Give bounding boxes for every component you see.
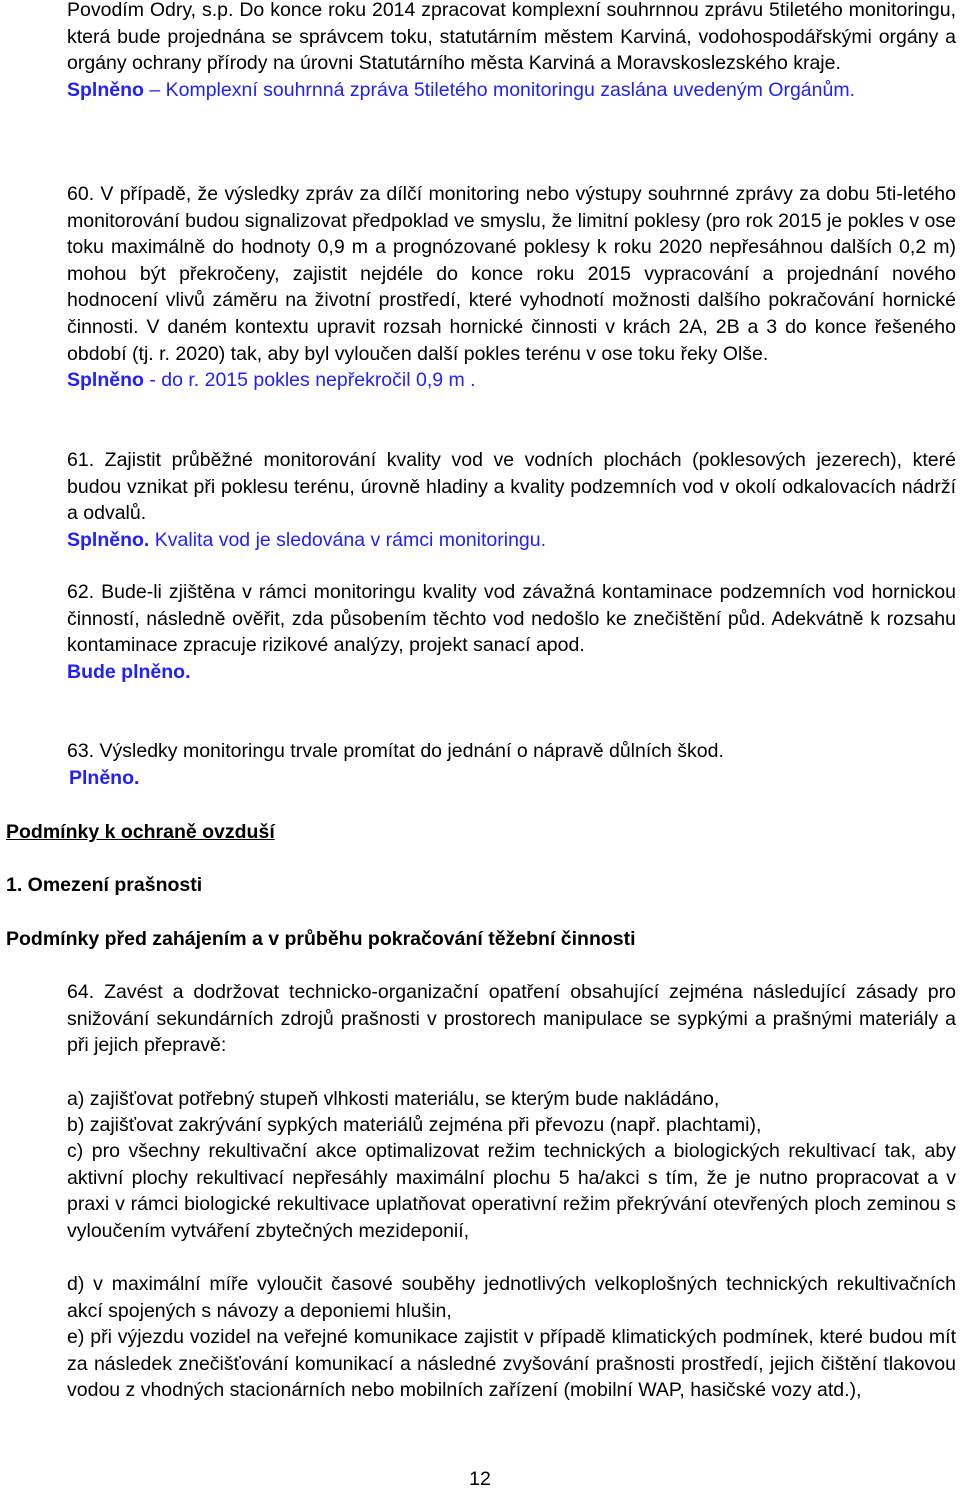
paragraph-text: 62. Bude-li zjištěna v rámci monitoringu kvality vod závažná kontaminace podzemních vod hornickou činností, následně ověřit, zda působením těchto vod nedošlo ke znečištění půd. Adekvátně k rozsahu kontaminace zpracuje rizikové analýzy, projekt sanací apod.: [67, 581, 956, 657]
list-item: b) zajišťovat zakrývání sypkých materiálů zejména při převozu (např. plachtami),: [67, 1114, 762, 1136]
status-label: Plněno.: [69, 766, 140, 789]
paragraph-continuation: [67, 0, 956, 103]
paragraph-text: Povodím Odry, s.p. Do konce roku 2014 zpracovat komplexní souhrnnou zprávu 5tiletého monitoringu, která bude projednána se správcem toku, statutárním městem Karviná, vodohospodářskými orgány a orgány ochrany přírody na úrovni Statutárního města Karviná a Moravskoslezského kraje.: [67, 0, 956, 75]
status-label: Splněno: [67, 369, 144, 392]
conditions-heading: Podmínky před zahájením a v průběhu pokračování těžební činnosti: [6, 928, 636, 950]
status-label: Splněno.: [67, 528, 150, 551]
paragraph-60: [67, 181, 956, 394]
list-item: a) zajišťovat potřebný stupeň vlhkosti materiálu, se kterým bude nakládáno,: [67, 1088, 720, 1110]
paragraph-64: [67, 979, 956, 1059]
list-item: e) při výjezdu vozidel na veřejné komunikace zajistit v případě klimatických podmínek, které budou mít za následek znečišťování komunikací a následné zvyšování prašnosti prostředí, jejich čištění tlakovou vodou z vhodných stacionárních nebo mobilních zařízení (mobilní WAP, hasičské vozy atd.),: [67, 1326, 956, 1402]
paragraph-text: 61. Zajistit průběžné monitorování kvality vod ve vodních plochách (poklesových jezerech), které budou vznikat při poklesu terénu, úrovně hladiny a kvality podzemních vod v okolí odkalovacích nádrží a odvalů.: [67, 449, 956, 525]
list-item: d) v maximální míře vyloučit časové souběhy jednotlivých velkoplošných technických rekultivačních akcí spojených s návozy a deponiemi hlušin,: [67, 1273, 956, 1322]
status-text: Kvalita vod je sledována v rámci monitoringu.: [149, 528, 547, 551]
section-heading: Podmínky k ochraně ovzduší: [6, 821, 275, 843]
paragraph-62: [67, 579, 956, 685]
status-text: - do r. 2015 pokles nepřekročil 0,9 m .: [143, 369, 476, 392]
page-number: 12: [469, 1468, 491, 1490]
status-label: Splněno: [67, 78, 144, 101]
status-label: Bude plněno.: [67, 660, 191, 683]
paragraph-61: [67, 447, 956, 553]
paragraph-text: 60. V případě, že výsledky zpráv za dílčí monitoring nebo výstupy souhrnné zprávy za dobu 5ti-letého monitorování budou signalizovat předpoklad ve smyslu, že limitní poklesy (pro rok 2015 je pokles v ose toku maximálně do hodnoty 0,9 m a prognózované poklesy k roku 2020 nepřesáhnou dalších 0,2 m) mohou být překročeny, zajistit nejdéle do konce roku 2015 vypracování a projednání nového hodnocení vlivů záměru na životní prostředí, které vyhodnotí možnosti dalšího pokračování hornické činnosti. V daném kontextu upravit rozsah hornické činnosti v krách 2A, 2B a 3 do konce řešeného období (tj. r. 2020) tak, aby byl vyloučen další pokles terénu v ose toku řeky Olše.: [67, 183, 956, 365]
subsection-heading: 1. Omezení prašnosti: [6, 874, 203, 896]
paragraph-text: 64. Zavést a dodržovat technicko-organizační opatření obsahující zejména následující zásady pro snižování sekundárních zdrojů prašnosti v prostorech manipulace se sypkými a prašnými materiály a při jejich přepravě:: [67, 981, 956, 1057]
paragraph-63: [67, 738, 956, 791]
list-item: c) pro všechny rekultivační akce optimalizovat režim technických a biologických rekultivací tak, aby aktivní plochy rekultivací nepřesáhly maximální plochu 5 ha/akci s tím, že je nutno propracovat a v praxi v rámci biologické rekultivace uplatňovat operativní režim překrývání otevřených ploch zeminou s vyloučením vytváření zbytečných mezideponií,: [67, 1140, 956, 1242]
paragraph-text: 63. Výsledky monitoringu trvale promítat do jednání o nápravě důlních škod.: [67, 740, 724, 762]
status-text: – Komplexní souhrnná zpráva 5tiletého monitoringu zaslána uvedeným Orgánům.: [143, 78, 855, 101]
